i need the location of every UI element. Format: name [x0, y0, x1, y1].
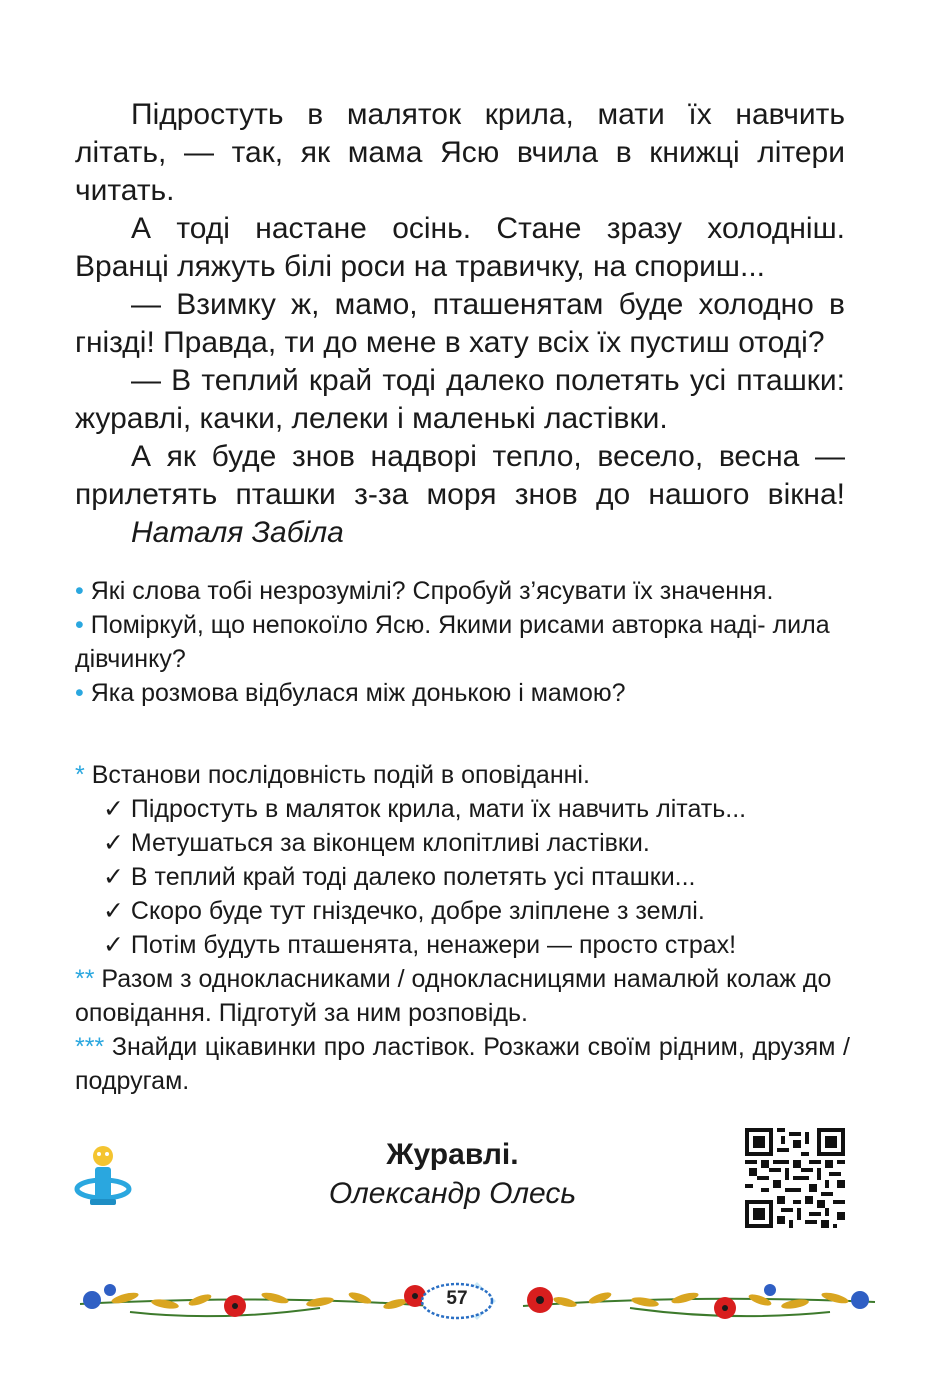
task-text: Знайди цікавинки про ластівок. Розкажи своїм рідним, друзям / подругам.	[75, 1033, 851, 1095]
poem-paragraph: А як буде знов надворі тепло, весело, весна — прилетять пташки з-за моря знов до нашого вікна!	[75, 440, 845, 511]
check-icon: ✓	[103, 897, 124, 925]
checklist-item	[75, 894, 850, 928]
question-item	[75, 608, 850, 676]
question-item	[75, 574, 850, 608]
next-reading-title: Журавлі.	[386, 1138, 519, 1171]
checklist-text: Потім будуть пташенята, ненажери — просто страх!	[130, 931, 737, 959]
task-mark: **	[75, 965, 95, 993]
page-number: 57	[446, 1288, 468, 1309]
checklist-text: Підростуть в маляток крила, мати їх навчить літать...	[130, 795, 747, 823]
task-3	[75, 1030, 850, 1098]
bullet: •	[75, 611, 84, 639]
question-text: Яка розмова відбулася між донькою і мамою?	[90, 679, 626, 707]
checklist-item	[75, 826, 850, 860]
check-icon: ✓	[103, 829, 124, 857]
task-text: Разом з однокласниками / однокласницями намалюй колаж до оповідання. Підготуй за ним розповідь.	[75, 965, 832, 1027]
tasks-block	[75, 758, 850, 1098]
task-mark: ***	[75, 1033, 105, 1061]
task-text: Встанови послідовність подій в оповіданні.	[91, 761, 590, 789]
checklist-item	[75, 928, 850, 962]
checklist-text: Метушаться за віконцем клопітливі ластівки.	[130, 829, 650, 857]
poem-paragraph: А тоді настане осінь. Стане зразу холодніш. Вранці ляжуть білі роси на травичку, на спориш...	[75, 212, 845, 283]
qr-code[interactable]	[745, 1128, 845, 1228]
bullet: •	[75, 577, 84, 605]
task-1	[75, 758, 850, 792]
next-reading-author: Олександр Олесь	[328, 1177, 577, 1210]
question-text: Які слова тобі незрозумілі? Спробуй з’ясувати їх значення.	[90, 577, 774, 605]
poem-paragraph: — В теплий край тоді далеко полетять усі пташки: журавлі, качки, лелеки і маленькі ластівки.	[75, 364, 845, 435]
poem-author: Наталя Забіла	[131, 516, 344, 549]
questions-block	[75, 574, 850, 710]
task-mark: *	[75, 761, 85, 789]
check-icon: ✓	[103, 863, 124, 891]
poem-block	[75, 96, 845, 552]
checklist-text: Скоро буде тут гніздечко, добре зліплене з землі.	[130, 897, 705, 925]
checklist-text: В теплий край тоді далеко полетять усі пташки...	[130, 863, 696, 891]
question-text: Поміркуй, що непокоїло Ясю. Якими рисами авторка наді- лила дівчинку?	[75, 611, 830, 673]
poem-paragraph: — Взимку ж, мамо, пташенятам буде холодно в гнізді! Правда, ти до мене в хату всіх їх пустиш отоді?	[75, 288, 845, 359]
bullet: •	[75, 679, 84, 707]
checklist-item	[75, 792, 850, 826]
task-2	[75, 962, 850, 1030]
check-icon: ✓	[103, 795, 124, 823]
check-icon: ✓	[103, 931, 124, 959]
poem-paragraph: Підростуть в маляток крила, мати їх навчить літать, — так, як мама Ясю вчила в книжці літери читать.	[75, 98, 845, 207]
checklist-item	[75, 860, 850, 894]
question-item	[75, 676, 850, 710]
